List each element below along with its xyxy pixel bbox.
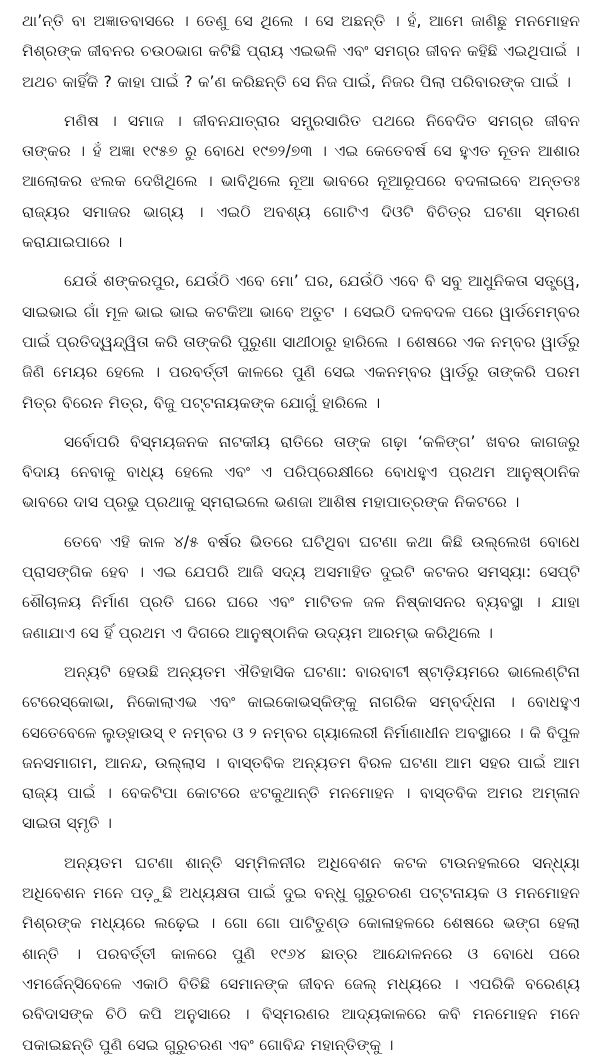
paragraph-3: ଯେଉଁ ଶଙ୍କରପୁର, ଯେଉଁଠି ଏବେ ମୋ’ ଘର, ଯେଉଁଠି ଏବେ ବି ସବୁ ଆଧୁନିକତା ସତ୍ତ୍ୱେ, ସାଇଭାଇ ଗାଁ ମୂଳ ଭାଇ ଭାଇ କଟକିଆ ଭାବେ ଅତୁଟ । ସେଇଠି ଦଳବଦଳ ପରେ ୱାର୍ଡମେମ୍ବର ପାଇଁ ପ୍ରତିଦ୍ୱନ୍ଦ୍ୱିତା କରି ତାଙ୍କରି ପୁରୁଣା ସାଥୀଠାରୁ ହାରିଲେ । ଶେଷରେ ଏକ ନମ୍ବର ୱାର୍ଡରୁ ଜିଣି ମେୟର ହେଲେ । ପରବର୍ତ୍ତୀ କାଳରେ ପୁଣି ସେଇ ଏକନମ୍ବର ୱାର୍ଡରୁ ତାଙ୍କରି ପରମ ମିତ୍ର ବିରେନ ମିତ୍ର, ବିଜୁ ପଟ୍ଟନାୟକଙ୍କ ଯୋଗୁଁ ହାରିଲେ । [22, 272, 580, 412]
paragraph-7: ଅନ୍ୟତମ ଘଟଣା ଶାନ୍ତି ସମ୍ମିଳନୀର ଅଧିବେଶନ କଟକ ଟାଉନହଲରେ ସନ୍ଧ୍ୟା ଅଧିବେଶନ ମନେ ପଡ଼ୁଛି ଅଧ୍ୟକ୍ଷତା ପାଇଁ ଦୁଇ ବନ୍ଧୁ ଗୁରୁଚରଣ ପଟ୍ଟନାୟକ ଓ ମନମୋହନ ମିଶ୍ରଙ୍କ ମଧ୍ୟରେ ଲଢ଼େଇ । ଗୋ ଗୋ ପାଟିତୁଣ୍ଡ କୋଳାହଳରେ ଶେଷରେ ଭଙ୍ଗ ହେଲା ଶାନ୍ତି । ପରବର୍ତ୍ତୀ କାଳରେ ପୁଣି ୧୯୬୪ ଛାତ୍ର ଆନ୍ଦୋଳନରେ ଓ ବୋଧେ ପରେ ଏମର୍ଜେନ୍ସିବେଳେ ଏକାଠି ବିତିଛି ସେମାନଙ୍କ ଜୀବନ ଜେଲ୍ ମଧ୍ୟରେ । ଏପରିକି ବରେଣ୍ୟ ରବିଦାସଙ୍କ ଚିଠି କପି ଅନୁସାରେ । ବିସ୍ମରଣର ଆଦ୍ୟକାଳରେ କବି ମନମୋହନ ମନେ ପକାଇଛନ୍ତି ପୁଣି ସେଇ ଗୁରୁଚରଣ ଏବଂ ଗୋବିନ୍ଦ ମହାନ୍ତିଙ୍କୁ । [22, 853, 580, 1054]
paragraph-5: ତେବେ ଏହି କାଳ ୪/୫ ବର୍ଷର ଭିତରେ ଘଟିଥିବା ଘଟଣା କଥା କିଛି ଉଲ୍ଲେଖ ବୋଧେ ପ୍ରାସଙ୍ଗିକ ହେବ । ଏଇ ଯେପରି ଆଜି ସଦ୍ୟ ଅସମାହିତ ଦୁଇଟି କଟକର ସମସ୍ୟା: ସେପ୍ଟି ଶୌଚାଳୟ ନିର୍ମାଣ ପ୍ରତି ଘରେ ଘରେ ଏବଂ ମାଟିତଳ ଜଳ ନିଷ୍କାସନର ବ୍ୟବସ୍ଥା । ଯାହା ଜଣାଯାଏ ସେ ହିଁ ପ୍ରଥମ ଏ ଦିଗରେ ଆନୁଷ୍ଠାନିକ ଉଦ୍ୟମ ଆରମ୍ଭ କରିଥିଲେ । [22, 532, 580, 642]
paragraph-2: ମଣିଷ । ସମାଜ । ଜୀବନଯାତ୍ରାର ସମ୍ପ୍ରସାରିତ ପଥରେ ନିବେଦିତ ସମଗ୍ର ଜୀବନ ତାଙ୍କର । ହଁ ଅଜ୍ଞା ୧୯୫୭ ରୁ ବୋଧେ ୧୯୭୨/୭୩ । ଏଇ କେତେବର୍ଷ ସେ ହୁଏତ ନୂତନ ଆଶାର ଆଲୋକର ଝଲକ ଦେଖିଥିଲେ । ଭାବିଥିଲେ ନୂଆ ଭାବରେ ନୂଆରୂପରେ ବଦଳାଇବେ ଅନ୍ତତଃ ରାଜ୍ୟର ସମାଜର ଭାଗ୍ୟ । ଏଇଠି ଅବଶ୍ୟ ଗୋଟିଏ ଦିଓଟି ବିଚିତ୍ର ଘଟଣା ସ୍ମରଣ କରାଯାଇପାରେ । [22, 111, 580, 252]
paragraph-4: ସର୍ବୋପରି ବିସ୍ମୟଜନକ ନାଟକୀୟ ରାତିରେ ତାଙ୍କ ଗଢ଼ା ‘କଳିଙ୍ଗ’ ଖବର କାଗଜରୁ ବିଦାୟ ନେବାକୁ ବାଧ୍ୟ ହେଲେ ଏବଂ ଏ ପରିପ୍ରେକ୍ଷୀରେ ବୋଧହୁଏ ପ୍ରଥମ ଆନୁଷ୍ଠାନିକ ଭାବରେ ଦାସ ପ୍ରଭୁ ପ୍ରଥାକୁ ସ୍ମରାଇଲେ ଭଣଜା ଆଶିଷ ମହାପାତ୍ରଙ୍କ ନିକଟରେ । [22, 432, 580, 512]
paragraph-1: ଥା’ନ୍ତି ବା ଅଜ୍ଞାତବାସରେ । ତେଣୁ ସେ ଥିଲେ । ସେ ଅଛନ୍ତି । ହଁ, ଆମେ ଜାଣିଛୁ ମନମୋହନ ମିଶ୍ରଙ୍କ ଜୀବନର ଚଉଠଭାଗ କଟିଛି ପ୍ରାୟ ଏଇଭଳି ଏବଂ ସମଗ୍ର ଜୀବନ କହିଛି ଏଇଥିପାଇଁ । ଅଥଚ କାହିଁକି ? କାହା ପାଇଁ ? କ’ଣ କରିଛନ୍ତି ସେ ନିଜ ପାଇଁ, ନିଜର ପିଲା ପରିବାରଙ୍କ ପାଇଁ । [22, 12, 580, 91]
paragraph-6: ଅନ୍ୟଟି ହେଉଛି ଅନ୍ୟତମ ଐତିହାସିକ ଘଟଣା: ବାରବାଟୀ ଷ୍ଟାଡ଼ିୟମରେ ଭାଲେଣ୍ଟିନା ଟେରେସ୍କୋଭା, ନିକୋଲାଏଭ ଏବଂ କାଇକୋଭସ୍କିଙ୍କୁ ନାଗରିକ ସମ୍ବର୍ଦ୍ଧନା । ବୋଧହୁଏ ସେତେବେଳେ ଲୁଡ୍‌ହାଉସ୍ ୧ ନମ୍ବର ଓ ୨ ନମ୍ବର ଗ୍ୟାଲେରୀ ନିର୍ମାଣାଧୀନ ଅବସ୍ଥାରେ । କି ବିପୁଳ ଜନସମାଗମ, ଆନନ୍ଦ, ଉଲ୍ଲାସ । ବାସ୍ତବିକ ଅନ୍ୟତମ ବିରଳ ଘଟଣା ଆମ ସହର ପାଇଁ ଆମ ରାଜ୍ୟ ପାଇଁ । ବେକଟିପା କୋଟରେ ଝଟକୁଥାନ୍ତି ମନମୋହନ । ବାସ୍ତବିକ ଅମର ଅମ୍ଳାନ ସାଇତା ସ୍ମୃତି । [22, 662, 580, 833]
